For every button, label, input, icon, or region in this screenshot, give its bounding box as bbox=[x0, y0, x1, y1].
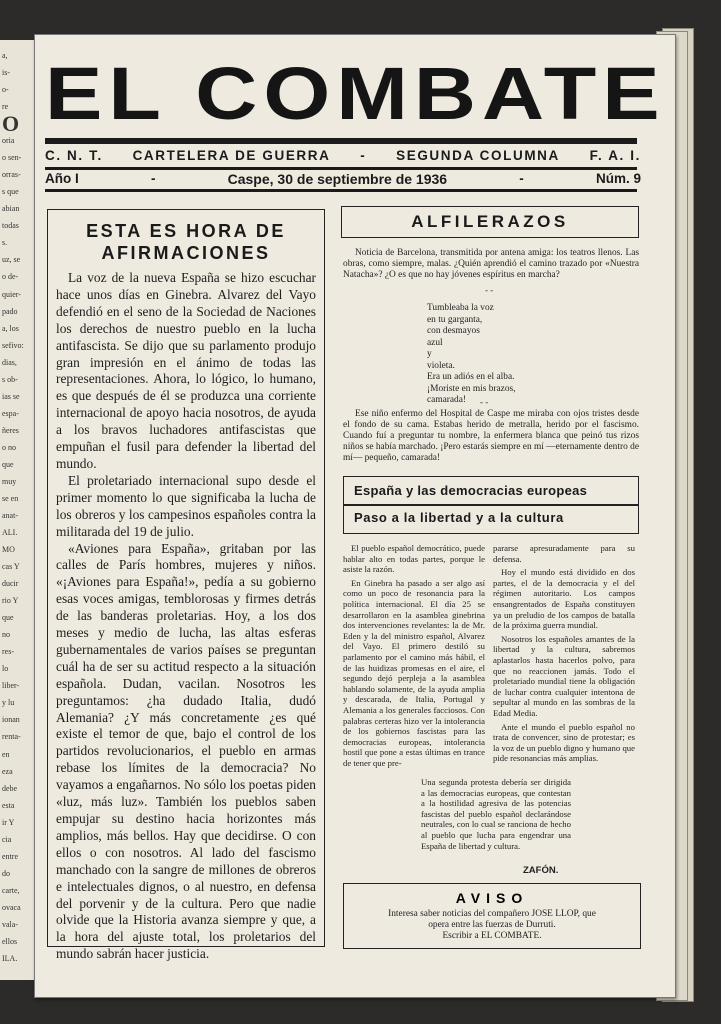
previous-page-fragment: no bbox=[2, 630, 10, 640]
editorial-title: ESTA ES HORA DE AFIRMACIONES bbox=[86, 221, 286, 263]
editorial-paragraph: La voz de la nueva España se hizo escuchar hace unos días en Ginebra. Alvarez del Vayo defendió en el seno de la Sociedad de Naciones los derechos de nuestro pueblo en la lucha antifascista. Se dijo que su parlamento produjo gran impresión en el ánimo de todas las representaciones. Ahora, lo lógico, lo humano, es que después de él se produzca una corriente internacional de apoyo hacia nosotros, de ayuda a los bravos luchadores antifascistas que empuñan el fusil para defender la libertad del mundo. bbox=[56, 270, 316, 471]
place-date: Caspe, 30 de septiembre de 1936 bbox=[227, 171, 448, 187]
subheader-cartelera: CARTELERA DE GUERRA bbox=[132, 148, 331, 163]
previous-page-fragment: rio Y bbox=[2, 596, 19, 606]
previous-page-fragment: carte, bbox=[2, 885, 20, 895]
spain-heading-line: Paso a la libertad y a la cultura bbox=[354, 510, 564, 525]
closing-text: protesta debería ser dirigida a las democracias europeas, que contestan a la hostilidad agresiva de las potencias fascistas del pueblo español declarándose neutrales, con lo cual se ranciona de hecho al pueblo que lucha para engendrar una España de libertad y cultura. bbox=[421, 777, 571, 851]
poem-line: azul bbox=[427, 337, 443, 348]
issue-number: Núm. 9 bbox=[595, 171, 641, 186]
previous-page-fragment: res- bbox=[2, 647, 14, 657]
subheader-rule bbox=[45, 167, 637, 170]
subheader-dash: - bbox=[360, 148, 367, 163]
aviso-line: opera entre las fuerzas de Durruti. bbox=[428, 920, 556, 930]
poem-line: y bbox=[427, 349, 432, 359]
editorial-paragraph: «Aviones para España», gritaban por las calles de París hombres, mujeres y niños. «¡Aviones para España!», pedía a su gobierno esas voces amigas, temblorosas y firmes detrás de las banderas proletarias. Hoy, a los dos meses y medio de lucha, las altas esferas gubernamentales de varios países se preguntan cuál ha de ser su actitud respecto a la situación española. Dudan, vacilan. Nosotros les preguntamos: ¿ha dudado Italia, dudó Alemania? ¿Y más concretamente ¿es qué existe el temor de que, bajo el control de los partidos revolucionarios, el pueblo en armas rebase los límites de la democracia? No vayamos a engañarnos. No sólo los poetas piden «luz, más luz». También los pueblos saben empujar su destino hacia horizontes más amplios, más bellos. Hay que decidirse. O con ellos o con nosotros. Al lado del fascismo manchado con la sangre de millones de obreros e intelectuales dignos, o al nuestro, en defensa del porvenir y de la cultura. Pero que nadie olvide que la Historia avanza siempre y que, a la hora del ajuste total, los proletarios del mundo sabrán hacer justicia. bbox=[56, 540, 316, 962]
previous-page-fragment: ionan bbox=[2, 715, 20, 725]
aviso-box bbox=[343, 883, 641, 949]
masthead-rule bbox=[45, 138, 637, 144]
dateline-dash: - bbox=[150, 171, 156, 186]
previous-page-fragment: liber- bbox=[2, 681, 20, 691]
previous-page-fragment: O bbox=[2, 111, 20, 137]
previous-page-fragment: abian bbox=[2, 204, 20, 214]
article-closing bbox=[421, 777, 571, 851]
previous-page-fragment: a, bbox=[2, 51, 8, 60]
poem-line: Tumbleaba la voz bbox=[427, 303, 494, 313]
spain-heading-divider bbox=[344, 504, 638, 506]
previous-page-fragment: oria bbox=[2, 136, 15, 146]
previous-page-fragment: en bbox=[2, 749, 10, 759]
previous-page-fragment: todas bbox=[2, 221, 19, 231]
previous-page-fragment: do bbox=[2, 868, 10, 878]
previous-page-fragment: s. bbox=[2, 238, 8, 248]
spain-heading-box bbox=[343, 476, 639, 534]
previous-page-fragment: debe bbox=[2, 783, 18, 793]
dateline-dash: - bbox=[519, 171, 524, 186]
previous-page-fragment: cia bbox=[2, 834, 12, 844]
previous-page-fragment: s que bbox=[2, 187, 19, 197]
article-paragraph: Hoy el mundo está dividido en dos partes, el de la democracia y el del régimen autoritario. Los campos ensangrentados de España constituyen ya un preludio de los campos de batalla de la próxima guerra mundial. bbox=[493, 567, 635, 631]
previous-page-fragment: quier- bbox=[2, 289, 21, 299]
previous-page-fragment: entre bbox=[2, 851, 18, 861]
dateline bbox=[45, 171, 641, 187]
aviso-line: Escribir a EL COMBATE. bbox=[442, 931, 542, 941]
alfilerazos-poem bbox=[427, 303, 516, 407]
separator-dash: - - bbox=[485, 285, 494, 295]
editorial-article bbox=[47, 209, 325, 962]
article-paragraph: Nosotros los españoles amantes de la libertad y la cultura, sabremos aplastarlos hasta hacerlos polvo, para que no reaccionen jamás. Todo el proletariado mundial tiene la obligación de luchar contra cualquier intentona de sepultar al mundo en las sombras de la Edad Media. bbox=[493, 633, 635, 718]
previous-page-fragment: MO bbox=[2, 545, 15, 555]
newspaper-page bbox=[34, 34, 676, 998]
previous-page-edge bbox=[0, 40, 35, 980]
previous-page-fragment: se en bbox=[2, 493, 19, 503]
previous-page-fragment: o- bbox=[2, 85, 9, 95]
closing-lead: Una segunda bbox=[421, 777, 468, 787]
subheader bbox=[45, 148, 641, 163]
article-column-right bbox=[493, 543, 635, 767]
previous-page-fragment: sefivo: bbox=[2, 340, 24, 350]
aviso-line: Interesa saber noticias del compañero JOSE LLOP, que bbox=[388, 909, 596, 919]
article-paragraph: pararse apresuradamente para su defensa. bbox=[493, 543, 635, 564]
article-paragraph: En Ginebra ha pasado a ser algo así como un poco de resonancia para la política internacional. El día 25 se desarrollaron en la asamblea ginebrina dos intervenciones revelantes: la de Mr. Eden y la del ministro español, Alvarez del Vayo. El primero destiló su parlamento por el camino más hábil, el de las huidizas promesas en el aire, el segundo dejó perpleja a la asamblea hablando solamente, de la ayuda amplia y descarada, de Italia, Portugal y Alemania a los generales facciosos. Con palabras certeras hizo ver la intolerancia de los gobiernos fascistas para las democracias europeas, intolerancia hostil que pone a estas últimas en trance de tener que pre- bbox=[343, 577, 485, 768]
previous-page-fragment: o sen- bbox=[2, 153, 22, 163]
alfilerazos-title: ALFILERAZOS bbox=[411, 212, 569, 231]
alfilerazos-heading-box bbox=[341, 206, 639, 238]
year: Año I bbox=[45, 171, 79, 186]
previous-page-fragment: a, los bbox=[2, 323, 19, 333]
previous-page-fragment: ias se bbox=[2, 391, 20, 401]
previous-page-fragment: que bbox=[2, 459, 14, 469]
spain-heading-line: España y las democracias europeas bbox=[354, 483, 588, 498]
previous-page-fragment: renta- bbox=[2, 732, 21, 742]
subheader-fai: F. A. I. bbox=[589, 148, 641, 163]
previous-page-fragment: pado bbox=[2, 306, 18, 316]
previous-page-fragment: orras- bbox=[2, 170, 21, 180]
previous-page-fragment: ir Y bbox=[2, 817, 15, 827]
poem-line: ¡Moriste en mis brazos, bbox=[427, 383, 516, 394]
dateline-rule bbox=[45, 189, 637, 192]
alfilerazos-intro: Noticia de Barcelona, transmitida por antena amiga: los teatros llenos. Las obras, como siempre, malas. ¿Quién aprendió el camino trazado por «Nuestra Natacha»? ¿O es que no hay jóvenes espíritus en marcha? bbox=[343, 248, 639, 280]
previous-page-fragment: ALI. bbox=[2, 528, 18, 538]
previous-page-fragment: espa- bbox=[2, 408, 19, 418]
poem-line: camarada! bbox=[427, 395, 467, 405]
previous-page-fragment: ellos bbox=[2, 936, 18, 946]
previous-page-fragment: eza bbox=[2, 766, 13, 776]
previous-page-fragment: esta bbox=[2, 800, 15, 810]
previous-page-fragment: s ob- bbox=[2, 374, 18, 384]
previous-page-fragment: cas Y bbox=[2, 562, 20, 572]
aviso-title: AVISO bbox=[455, 890, 529, 906]
previous-page-fragment: que bbox=[2, 613, 14, 623]
previous-page-fragment: re bbox=[2, 102, 9, 112]
article-paragraph: Ante el mundo el pueblo español no trata de convencer, sino de protestar; es la voz de un pueblo digno y humano que pide resonancias más amplias. bbox=[493, 721, 635, 764]
previous-page-fragment: lo bbox=[2, 664, 9, 674]
article-column-left bbox=[343, 543, 485, 771]
previous-page-fragment: o de- bbox=[2, 272, 19, 282]
article-paragraph: El pueblo español democrático, puede hablar alto en todas partes, porque le asiste la razón. bbox=[343, 543, 485, 575]
poem-line: en tu garganta, bbox=[427, 314, 483, 325]
previous-page-fragment: vala- bbox=[2, 919, 18, 929]
previous-page-fragment: ducir bbox=[2, 579, 19, 589]
previous-page-fragment: ovaca bbox=[2, 902, 21, 912]
previous-page-fragment: dias, bbox=[2, 357, 17, 367]
poem-line: con desmayos bbox=[427, 326, 480, 336]
previous-page-fragment: o no bbox=[2, 442, 16, 452]
previous-page-fragment: anat- bbox=[2, 511, 18, 520]
masthead-title: EL COMBATE bbox=[45, 52, 666, 136]
previous-page-fragment: uz, se bbox=[2, 255, 21, 265]
alfilerazos-story: Ese niño enfermo del Hospital de Caspe me miraba con ojos tristes desde el fondo de su cama. Estabas herido de metralla, herido por el fascismo. Cuando fuí a preguntar tu nombre, la enfermera blanca que peinó tus rizos niños se había marchado. ¡Pero estarás siempre en mí —eternamente dentro de mí— pequeño, camarada! bbox=[343, 409, 639, 463]
previous-page-fragment: is- bbox=[2, 68, 10, 78]
poem-line: Era un adiós en el alba. bbox=[427, 372, 515, 382]
signature: ZAFÓN. bbox=[523, 865, 559, 876]
previous-page-fragment: muy bbox=[2, 476, 17, 486]
subheader-cnt: C. N. T. bbox=[45, 148, 103, 163]
editorial-paragraph: El proletariado internacional supo desde el primer momento lo que significaba la lucha de los obreros y los campesinos españoles contra la militarada del 19 de julio. bbox=[56, 472, 316, 539]
previous-page-fragment: ñeres bbox=[2, 425, 19, 435]
separator-dash: - - bbox=[480, 397, 489, 407]
previous-page-fragment: ILA. bbox=[2, 953, 18, 963]
poem-line: violeta. bbox=[427, 360, 455, 371]
subheader-columna: SEGUNDA COLUMNA bbox=[396, 148, 560, 163]
previous-page-fragment: y lu bbox=[2, 698, 15, 708]
